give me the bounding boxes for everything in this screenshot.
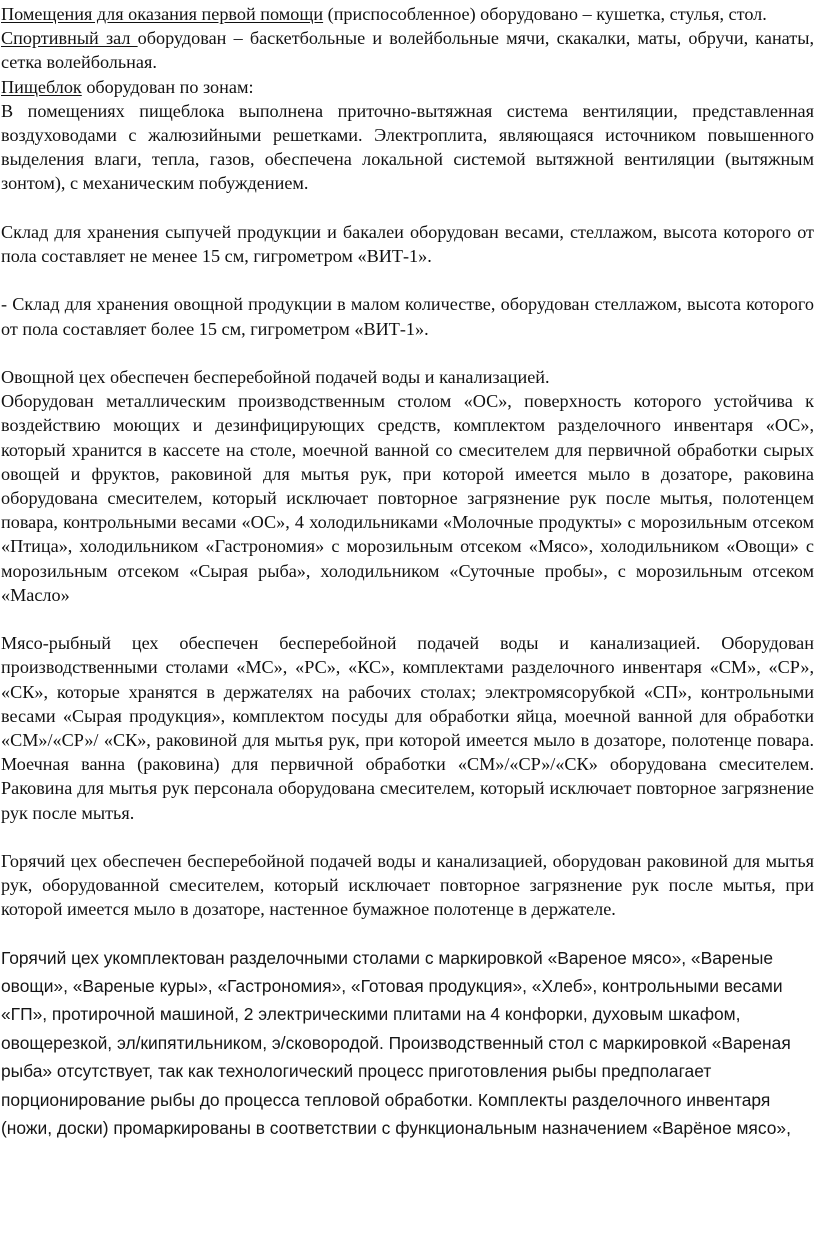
sports-hall-heading: Спортивный зал — [1, 28, 138, 49]
dry-storage-paragraph: Склад для хранения сыпучей продукции и бакалеи оборудован весами, стеллажом, высота которого от пола составляет не менее 15 см, гигрометром «ВИТ-1». — [1, 221, 814, 267]
first-aid-paragraph — [1, 2, 814, 26]
hot-shop-equipment-paragraph: Горячий цех укомплектован разделочными столами с маркировкой «Вареное мясо», «Вареные овощи», «Вареные куры», «Гастрономия», «Готовая продукция», «Хлеб», контрольными весами «ГП», протирочной машиной, 2 электрическими плитами на 4 конфорки, духовым шкафом, овощерезкой, эл/кипятильником, э/сковородой. Производственный стол с маркировкой «Вареная рыба» отсутствует, так как технологический процесс приготовления рыбы предполагает порционирование рыбы до процесса тепловой обработки. Комплекты разделочного инвентаря (ножи, доски) промаркированы в соответствии с функциональным назначением «Варёное мясо», — [1, 947, 791, 1139]
food-unit-text: оборудован по зонам: — [81, 76, 254, 97]
paragraph-spacer — [1, 607, 814, 631]
paragraph-spacer — [1, 196, 814, 220]
vegetable-storage-paragraph: - Склад для хранения овощной продукции в малом количестве, оборудован стеллажом, высота которого от пола составляет более 15 см, гигрометром «ВИТ-1». — [1, 294, 814, 339]
paragraph-spacer — [1, 825, 814, 849]
hot-shop-paragraph: Горячий цех обеспечен бесперебойной подачей воды и канализацией, оборудован раковиной для мытья рук, оборудованной смесителем, который исключает повторное загрязнение рук после мытья, при которой имеется мыло в дозаторе, настенное бумажное полотенце в держателе. — [1, 851, 814, 920]
sports-hall-text: оборудован – баскетбольные и волейбольные мячи, скакалки, маты, обручи, канаты, сетка волейбольная. — [1, 28, 814, 73]
food-unit-paragraph — [1, 75, 814, 99]
vegetable-shop-intro: Овощной цех обеспечен бесперебойной подачей воды и канализацией. — [1, 367, 550, 387]
first-aid-heading: Помещения для оказания первой помощи — [1, 4, 324, 24]
sports-hall-paragraph — [1, 26, 814, 74]
paragraph-spacer — [1, 268, 814, 292]
vegetable-shop-equipment: Оборудован металлическим производственным столом «ОС», поверхность которого устойчива к воздействию моющих и дезинфицирующих средств, комплектом разделочного инвентаря «ОС», который хранится в кассете на столе, моечной ванной со смесителем для первичной обработки сырых овощей и фруктов, раковиной для мытья рук, при которой имеется мыло в дозаторе, раковина оборудована смесителем, который исключает повторное загрязнение рук после мытья, полотенцем повара, контрольными весами «ОС», 4 холодильниками «Молочные продукты» с морозильным отсеком «Птица», холодильником «Гастрономия» с морозильным отсеком «Мясо», холодильником «Овощи» с морозильным отсеком «Сырая рыба», холодильником «Суточные пробы», с морозильным отсеком «Масло» — [1, 391, 814, 605]
paragraph-spacer — [1, 922, 814, 944]
ventilation-paragraph: В помещениях пищеблока выполнена приточно-вытяжная система вентиляции, представленная воздуховодами с жалюзийными решетками. Электроплита, являющаяся источником повышенного выделения влаги, тепла, газов, обеспечена локальной системой вытяжной вентиляции (вытяжным зонтом), с механическим побуждением. — [1, 100, 814, 194]
paragraph-spacer — [1, 341, 814, 365]
food-unit-heading: Пищеблок — [1, 76, 82, 97]
meat-fish-shop-paragraph: Мясо-рыбный цех обеспечен бесперебойной подачей воды и канализацией. Оборудован производственными столами «МС», «РС», «КС», комплектами разделочного инвентаря «СМ», «СР», «СК», которые хранятся в держателях на рабочих столах; электромясорубкой «СП», контрольными весами «Сырая продукция», комплектом посуды для обработки яйца, моечной ванной для обработки «СМ»/«СР»/ «СК», раковиной для мытья рук, при которой имеется мыло в дозаторе, полотенце повара. Моечная ванна (раковина) для первичной обработки «СМ»/«СР»/«СК» оборудована смесителем. Раковина для мытья рук персонала оборудована смесителем, который исключает повторное загрязнение рук после мытья. — [1, 633, 814, 823]
first-aid-text: (приспособленное) оборудовано – кушетка, стулья, стол. — [323, 4, 767, 24]
